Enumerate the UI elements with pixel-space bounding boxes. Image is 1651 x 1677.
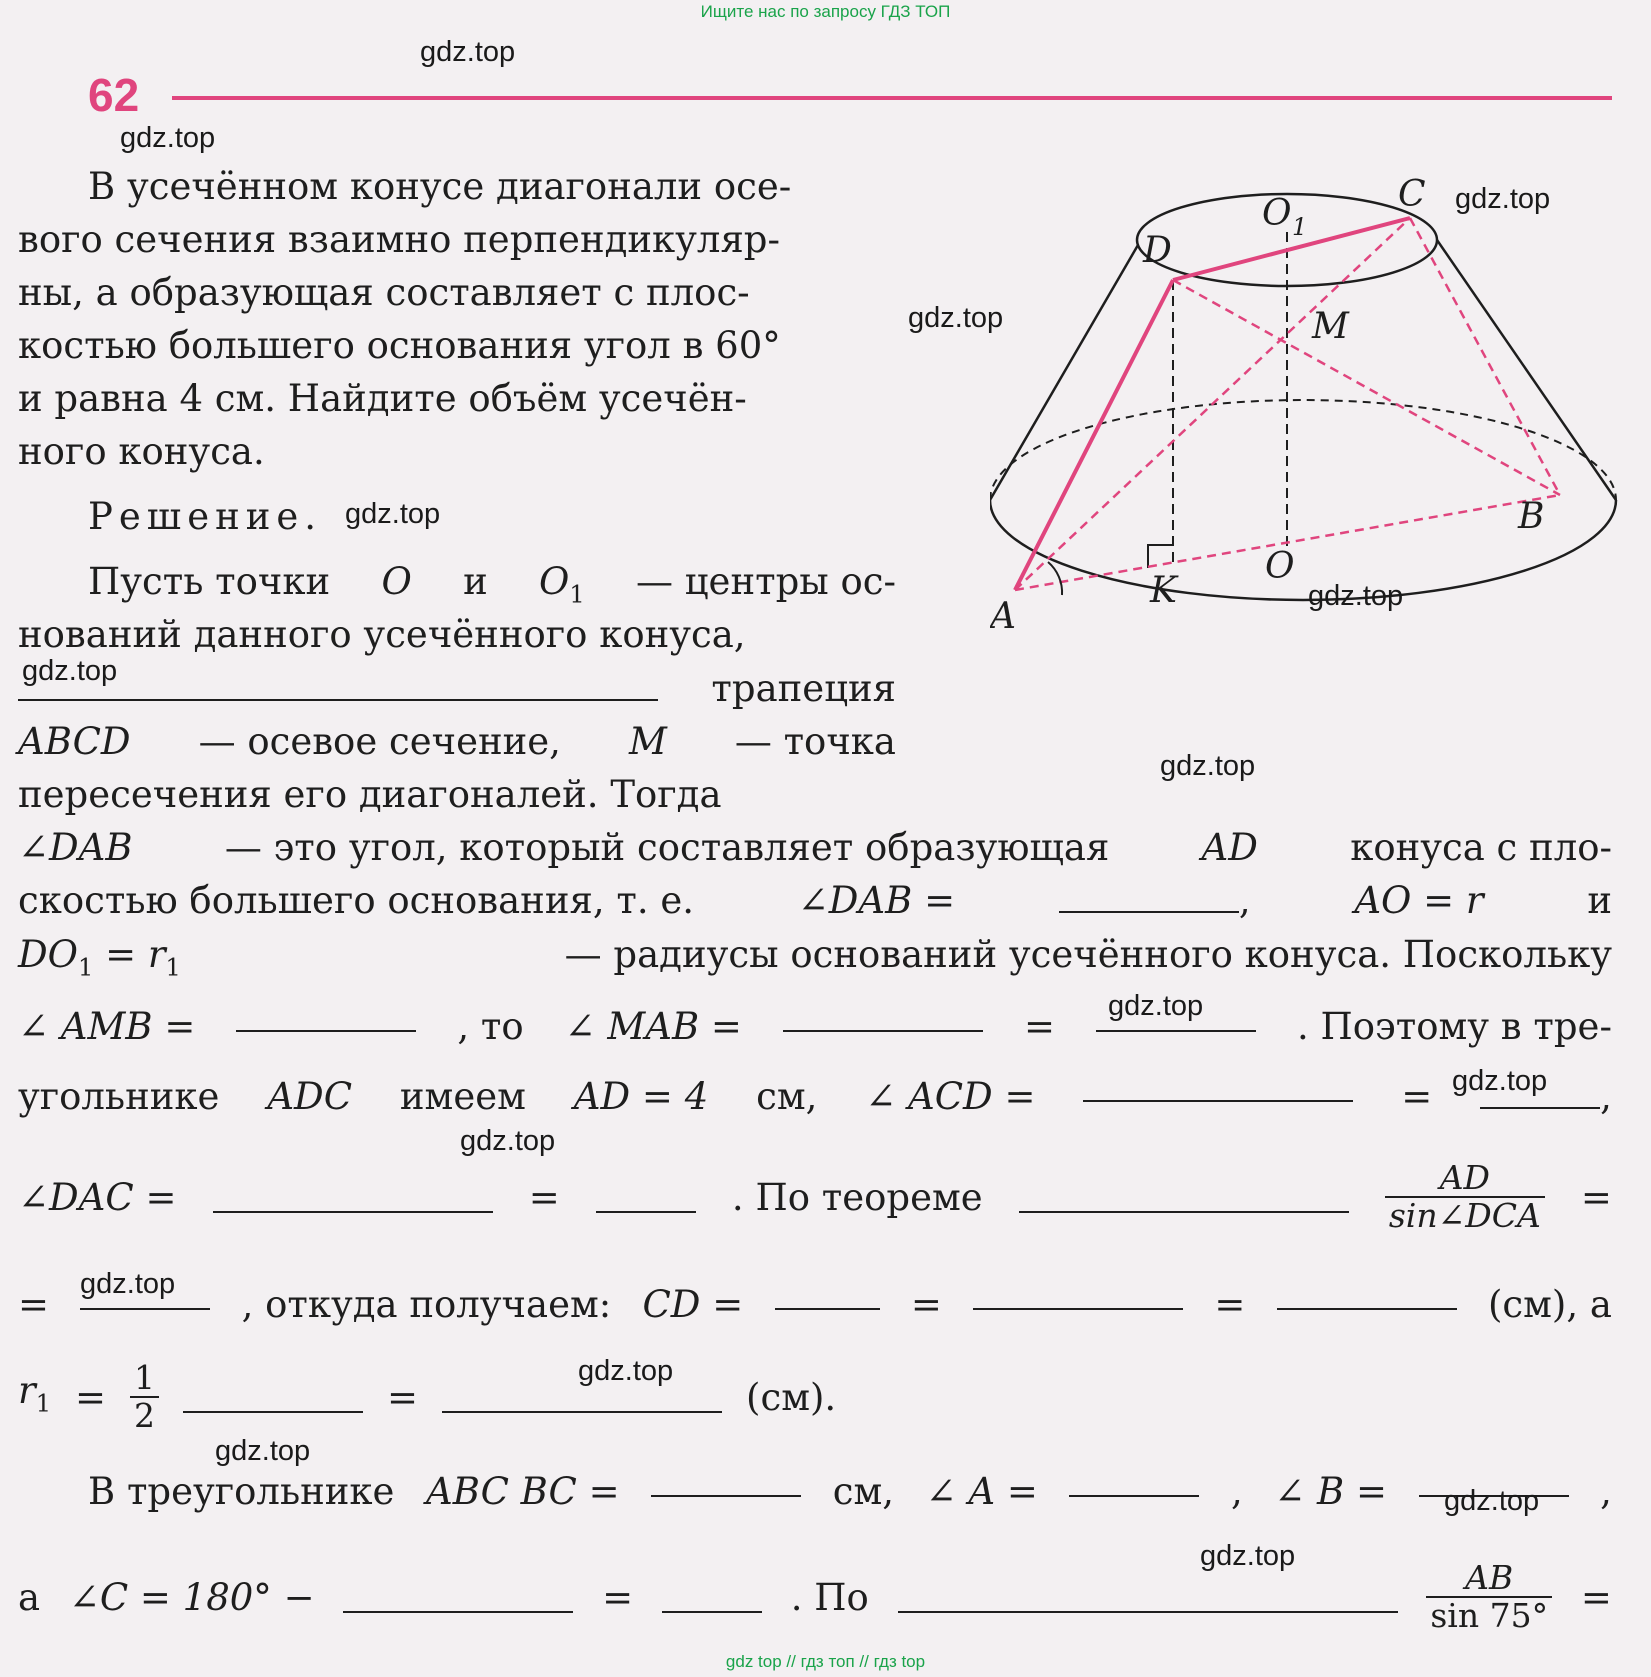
label-k: K: [1150, 570, 1177, 611]
problem-line: ного конуса.: [18, 430, 265, 473]
solution-line: $r_1$ = $\frac{1}{2}$ = (см).: [18, 1358, 837, 1435]
solution-line: скостью большего основания, т. е. ∠DAB = , AO = r и: [18, 879, 1612, 922]
watermark: gdz.top: [345, 498, 441, 530]
watermark: gdz.top: [1452, 1065, 1548, 1097]
problem-line: ны, а образующая составляет с плос-: [18, 271, 750, 314]
watermark: gdz.top: [215, 1435, 311, 1467]
truncated-cone-figure: [990, 170, 1630, 650]
bottom-base-back: [990, 400, 1616, 500]
fraction-ab-sin: $\frac{AB}{\sin 75^\circ}$: [1426, 1560, 1552, 1634]
solution-line: ∠DAB — это угол, который составляет образующая AD конуса с пло-: [18, 826, 1612, 869]
solution-line: пересечения его диагоналей. Тогда: [18, 773, 722, 816]
left-generatrix: [990, 245, 1138, 500]
label-o1: O: [1262, 193, 1292, 234]
label-a: A: [990, 596, 1016, 637]
answer-blank[interactable]: [1069, 1465, 1199, 1497]
solution-line: а ∠C = 180° − = . По $\frac{AB}{\sin 75^\circ}$ =: [18, 1558, 1612, 1635]
fraction-one-half: $\frac{1}{2}$: [130, 1360, 159, 1434]
answer-blank[interactable]: [898, 1581, 1398, 1613]
answer-blank[interactable]: [1019, 1181, 1349, 1213]
problem-line: и равна 4 см. Найдите объём усечён-: [18, 377, 747, 420]
solution-line: ∠ AMB = , то ∠ MAB = = . Поэтому в тре-: [18, 1000, 1612, 1053]
solution-heading: Решение.: [88, 495, 323, 538]
answer-blank[interactable]: [1277, 1278, 1457, 1310]
watermark: gdz.top: [420, 36, 516, 68]
answer-blank[interactable]: [236, 1000, 416, 1032]
answer-blank[interactable]: [343, 1581, 573, 1613]
label-c: C: [1398, 174, 1426, 215]
diagonal-db: [1173, 280, 1560, 495]
problem-number: 62: [88, 69, 140, 121]
answer-blank[interactable]: [775, 1278, 880, 1310]
watermark: gdz.top: [1160, 750, 1256, 782]
label-m: M: [1312, 306, 1349, 347]
right-angle-mark: [1148, 545, 1173, 568]
solution-line: $DO_1 = r_1$ — радиусы оснований усечённого конуса. Поскольку: [18, 933, 1612, 982]
label-d: D: [1143, 230, 1172, 271]
top-banner: Ищите нас по запросу ГДЗ ТОП: [700, 2, 951, 21]
watermark: gdz.top: [1308, 580, 1404, 612]
watermark: gdz.top: [460, 1125, 556, 1157]
diagonal-ac: [1015, 218, 1410, 590]
label-o1-sub: 1: [1292, 213, 1308, 241]
watermark: gdz.top: [22, 655, 118, 687]
problem-line: костью большего основания угол в 60°: [18, 324, 781, 367]
watermark: gdz.top: [578, 1355, 674, 1387]
answer-blank[interactable]: [183, 1381, 363, 1413]
side-ad: [1015, 280, 1173, 590]
label-b: B: [1518, 496, 1545, 537]
fraction-ad-sin: $\frac{AD}{\text{sin∠DCA}}$: [1385, 1160, 1545, 1234]
watermark: gdz.top: [1444, 1485, 1540, 1517]
answer-blank[interactable]: [973, 1278, 1183, 1310]
answer-blank[interactable]: [783, 1000, 983, 1032]
problem-line: В усечённом конусе диагонали осе-: [88, 165, 792, 208]
answer-blank[interactable]: [651, 1465, 801, 1497]
solution-line: ABCD — осевое сечение, M — точка: [18, 720, 896, 763]
solution-line: = , откуда получаем: CD = = = (см), а: [18, 1278, 1612, 1331]
watermark: gdz.top: [120, 122, 216, 154]
solution-line: В треугольнике ABC BC = см, ∠ A = , ∠ B = ,: [88, 1465, 1612, 1518]
problem-line: вого сечения взаимно перпендикуляр-: [18, 218, 780, 261]
right-generatrix: [1437, 240, 1616, 500]
solution-line: Пусть точки O и $O_1$ — центры ос-: [88, 560, 896, 609]
angle-a-arc: [1048, 562, 1062, 595]
watermark: gdz.top: [1108, 990, 1204, 1022]
answer-blank[interactable]: [596, 1181, 696, 1213]
answer-blank[interactable]: [1059, 881, 1239, 913]
solution-line: ∠DAC = = . По теореме $\frac{AD}{\text{sin∠DCA}}$ =: [18, 1158, 1612, 1235]
watermark: gdz.top: [1200, 1540, 1296, 1572]
header-rule: [172, 96, 1612, 100]
label-o: O: [1265, 546, 1295, 587]
watermark: gdz.top: [908, 302, 1004, 334]
solution-line: нований данного усечённого конуса,: [18, 613, 746, 656]
watermark: gdz.top: [80, 1268, 176, 1300]
answer-blank[interactable]: [1083, 1070, 1353, 1102]
solution-line: угольнике ADC имеем AD = 4 см, ∠ ACD = = ,: [18, 1070, 1612, 1123]
side-cb: [1410, 218, 1560, 495]
watermark: gdz.top: [1455, 183, 1551, 215]
answer-blank[interactable]: [213, 1181, 493, 1213]
solution-line: трапеция: [18, 662, 896, 715]
answer-blank[interactable]: [662, 1581, 762, 1613]
footer: gdz top // гдз топ // гдз top: [725, 1652, 926, 1671]
